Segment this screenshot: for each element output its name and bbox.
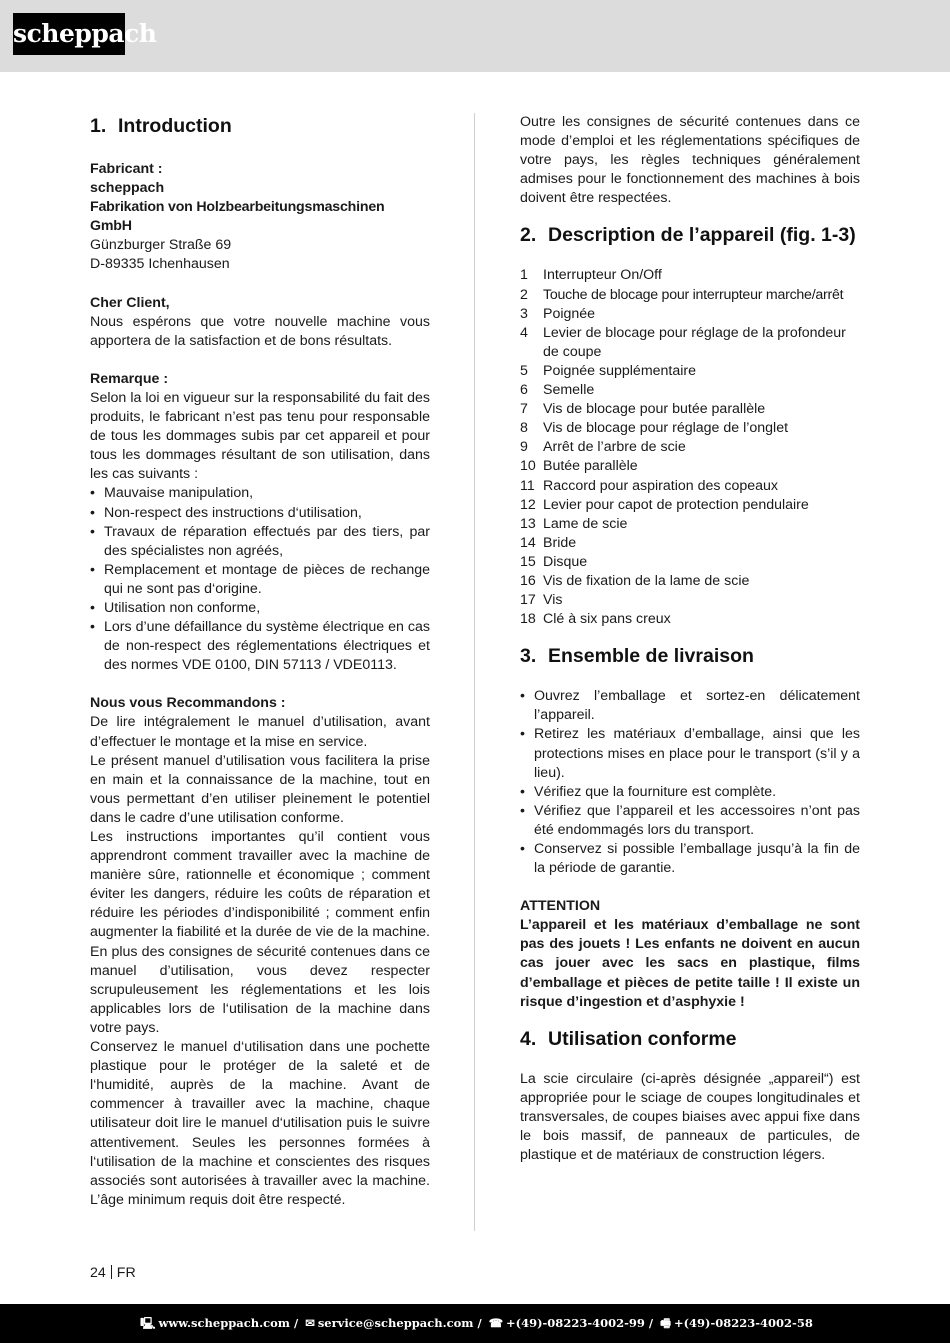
client-label: Cher Client, <box>90 294 170 311</box>
header-band <box>0 0 950 72</box>
phone-icon: ☎ <box>488 1316 504 1330</box>
recommend-paragraph: Les instructions importantes qu’il contient vous apprendront comment travailler avec la machine de manière sûre, rationnelle et économique ; comment éviter les dangers, réduire les coûts de réparation et réduire les périodes d’indisponibilité ; comment enfin augmenter la fiabilité et la durée de vie de la machine. <box>90 829 430 941</box>
list-item: • Utilisation non conforme, <box>90 599 430 618</box>
fax-icon: 🖷 <box>660 1316 671 1330</box>
safety-intro-text: Outre les consignes de sécurité contenues dans ce mode d’emploi et les réglementations spécifiques de votre pays, les règles techniques généralement admises pour le fonctionnement des machines à bois doivent être respectées. <box>520 114 860 207</box>
envelope-icon: ✉ <box>305 1316 315 1330</box>
recommend-paragraph: Conservez le manuel d‘utilisation dans une pochette plastique pour le protéger de la saleté et de l‘humidité, auprès de la machine. Avant de commencer à travailler avec la machine, chaque utilisateur doit lire le manuel d‘utilisation puis le suivre attentivement. Seules les personnes formées à l‘utilisation de la machine et conscientes des risques associés sont autorisées à travailler avec la machine. L’âge minimum requis doit être respecté. <box>90 1039 430 1208</box>
list-item: 3 Poignée <box>520 305 596 322</box>
section-1-heading: 1. Introduction <box>90 115 232 137</box>
fax-number: +(49)-08223-4002-58 <box>673 1316 813 1330</box>
list-item: • Conservez si possible l’emballage jusqu’à la fin de la période de garantie. <box>520 840 860 878</box>
list-item: • Vérifiez que la fourniture est complète. <box>520 783 860 802</box>
list-item: 12 Levier pour capot de protection pendulaire <box>520 496 809 513</box>
manufacturer-street: Günzburger Straße 69 <box>90 237 232 254</box>
manufacturer-name: scheppach <box>90 180 165 197</box>
remark-list <box>90 484 430 675</box>
list-item: 8 Vis de blocage pour réglage de l’onglet <box>520 420 789 437</box>
email-link[interactable]: service@scheppach.com <box>317 1316 474 1330</box>
list-item: • Ouvrez l’emballage et sortez-en délicatement l’appareil. <box>520 687 860 725</box>
list-item: • Mauvaise manipulation, <box>90 484 430 503</box>
manufacturer-company: Fabrikation von Holzbearbeitungsmaschinen GmbH <box>90 199 385 235</box>
computer-icon: 🖳 <box>140 1316 156 1330</box>
attention-text: L’appareil et les matériaux d’emballage ne sont pas des jouets ! Les enfants ne doivent en aucun cas jouer avec les sacs en plastique, films d’emballage et pièces de petite taille ! Il existe un risque d’ingestion et d’asphyxie ! <box>520 917 860 1010</box>
recommend-paragraph: En plus des consignes de sécurité contenues dans ce manuel d’utilisation, vous devez respecter scrupuleusement les réglementations et les lois applicables lors de l‘utilisation de la machine dans votre pays. <box>90 943 430 1036</box>
right-column <box>520 113 860 1165</box>
list-item: 17 Vis <box>520 592 563 609</box>
scheppach-logo: scheppach <box>13 13 125 55</box>
list-item: 2 Touche de blocage pour interrupteur marche/arrêt <box>520 286 844 303</box>
recommend-label: Nous vous Recommandons : <box>90 695 286 712</box>
client-text: Nous espérons que votre nouvelle machine vous apportera de la satisfaction et de bons résultats. <box>90 313 430 349</box>
list-item: 1 Interrupteur On/Off <box>520 267 662 284</box>
manufacturer-city: D-89335 Ichenhausen <box>90 256 230 273</box>
recommend-paragraph: De lire intégralement le manuel d’utilisation, avant d’effectuer le montage et la mise en service. <box>90 714 430 750</box>
column-divider <box>474 113 475 1231</box>
list-item: 4 Levier de blocage pour réglage de la profondeur de coupe <box>520 324 846 360</box>
list-item: 15 Disque <box>520 553 588 570</box>
phone-number: +(49)-08223-4002-99 <box>506 1316 645 1330</box>
list-item: 16 Vis de fixation de la lame de scie <box>520 572 750 589</box>
list-item: 6 Semelle <box>520 382 595 399</box>
parts-list <box>520 266 860 629</box>
page-separator <box>111 1265 112 1279</box>
list-item: 10 Butée parallèle <box>520 458 638 475</box>
list-item: 14 Bride <box>520 534 577 551</box>
intended-use-text: La scie circulaire (ci-après désignée „appareil“) est appropriée pour le sciage de coupes longitudinales et transversales, de coupes biaises avec appui fixe dans le bois massif, de panneaux de particules, de plastique et de matériaux de construction légers. <box>520 1070 860 1164</box>
attention-label: ATTENTION <box>520 898 601 915</box>
list-item: • Remplacement et montage de pièces de rechange qui ne sont pas d‘origine. <box>90 561 430 599</box>
list-item: 5 Poignée supplémentaire <box>520 362 697 379</box>
section-3-heading: 3. Ensemble de livraison <box>520 645 754 668</box>
list-item: • Travaux de réparation effectués par des tiers, par des spécialistes non agréés, <box>90 523 430 561</box>
page-number: 24 <box>90 1265 106 1281</box>
list-item: • Lors d’une défaillance du système électrique en cas de non-respect des réglementations électriques et des normes VDE 0100, DIN 57113 / VDE0113. <box>90 618 430 675</box>
recommend-paragraph: Le présent manuel d’utilisation vous facilitera la prise en main et la connaissance de la machine, tout en vous permettant d’en utiliser pleinement le potentiel dans le cadre d’une utilisation conforme. <box>90 752 430 826</box>
list-item: 13 Lame de scie <box>520 515 628 532</box>
page-language: FR <box>116 1265 136 1281</box>
section-4-heading: 4. Utilisation conforme <box>520 1027 737 1050</box>
section-2-heading: 2. Description de l’appareil (fig. 1-3) <box>520 224 856 247</box>
website-link[interactable]: www.scheppach.com <box>158 1316 290 1330</box>
list-item: • Retirez les matériaux d’emballage, ainsi que les protections mises en place pour le transport (s’il y a lieu). <box>520 725 860 782</box>
list-item: 11 Raccord pour aspiration des copeaux <box>520 477 779 494</box>
contact-footer: 🖳 www.scheppach.com / ✉ service@scheppach.com / ☎ +(49)-08223-4002-99 / 🖷 +(49)-08223-4002-58 <box>0 1304 950 1343</box>
remark-label: Remarque : <box>90 370 169 387</box>
list-item: 7 Vis de blocage pour butée parallèle <box>520 401 766 418</box>
page-footer <box>90 1265 136 1281</box>
manufacturer-label: Fabricant : <box>90 161 163 177</box>
left-column <box>90 113 430 1210</box>
list-item: • Non-respect des instructions d‘utilisation, <box>90 504 430 523</box>
list-item: 18 Clé à six pans creux <box>520 611 671 628</box>
remark-text: Selon la loi en vigueur sur la responsabilité du fait des produits, le fabricant n’est pas tenu pour responsable de tous les dommages subis par cet appareil et pour tous les dommages résultant de son utilisation, dans les cas suivants : <box>90 389 430 483</box>
list-item: • Vérifiez que l’appareil et les accessoires n’ont pas été endommagés lors du transport. <box>520 802 860 840</box>
list-item: 9 Arrêt de l’arbre de scie <box>520 439 686 456</box>
delivery-list <box>520 687 860 878</box>
